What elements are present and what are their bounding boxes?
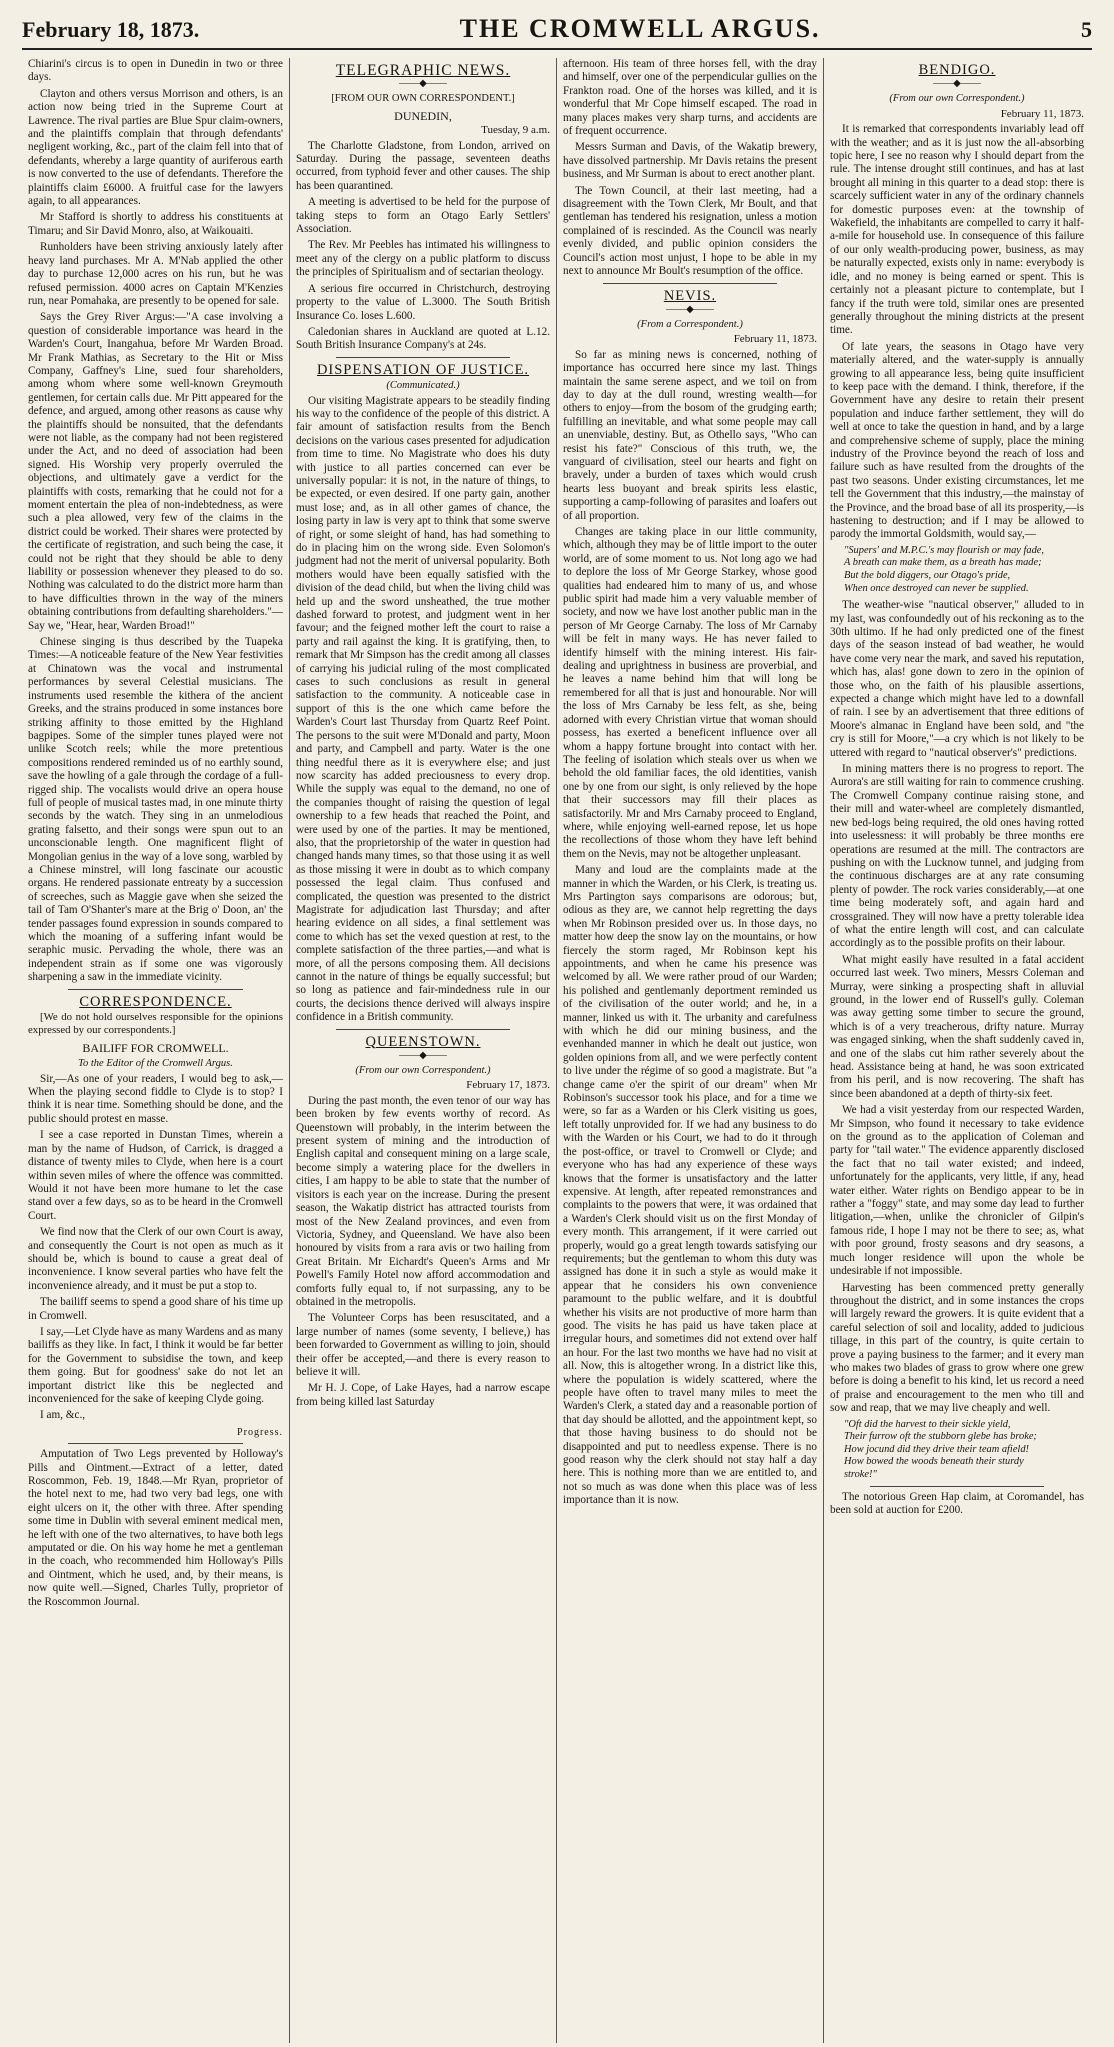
communicated-note: (Communicated.) bbox=[386, 380, 460, 392]
letter-para: I say,—Let Clyde have as many Wardens and as many bailiffs as they like. In fact, I think it would be far better for the Government to subsidise the town, and keep them going. But for goodness' sake do not let an important district like this be neglected and inconvenienced for the sake of keeping Clyde going. bbox=[28, 1325, 283, 1405]
nevis-para: So far as mining news is concerned, nothing of importance has occurred here since my last. Things maintain the same serene aspect, and we toil on from day to day at the dull round, wresting wealth—for others to enjoy—from the bosom of the grudging earth; fulfilling an inevitable, and what some people may call an unenviable, destiny. But, as Othello says, "Who can resist his fate?" Conscious of this truth, we, the vanguard of civilisation, steel our hearts and fight on bravely, under a burden of taxes which would crush hearts less buoyant and break spirits less elastic, supporting a camp-following of parasites and loafers out of all proportion. bbox=[563, 348, 817, 522]
bendigo-para: In mining matters there is no progress to report. The Aurora's are still waiting for rain to commence crushing. The Cromwell Company continue raising stone, and their mill and water-wheel are completely dismantled, new bed-logs being required, the old ones having rotted into uselessness: it will probably be three months ere operations are resumed at the mill. The contractors are pushing on with the Lucknow tunnel, and judging from the continuous discharges are at any rate consuming plenty of powder. The rock varies considerably,—at one time being moderately soft, and again hard and crossgrained. They will now have a pretty tolerable idea of what the entire length will cost, and can calculate accordingly as to the possible profits on their labour. bbox=[830, 763, 1084, 950]
verse-line: How jocund did they drive their team afield! bbox=[844, 1443, 1029, 1455]
dateline: Tuesday, 9 a.m. bbox=[481, 124, 550, 137]
verse-line: stroke!" bbox=[844, 1468, 877, 1480]
divider bbox=[336, 357, 510, 358]
nevis-para: Many and loud are the complaints made at the manner in which the Warden, or his Clerk, is treating us. Mrs Partington says comparisons are odorous; but, odious as they are, we cannot help regretting the days when Mr Robinson presided over us. In those days, no matter how deep the snow lay on the mountains, or how fiercely the storm raged, Mr Robinson kept his appointments, and when he came his presence was welcomed by all. We were rather proud of our Warden; his polished and gentlemanly deportment reminded us of the civilisation of the outer world; and he, in a manner, linked us with it. The urbanity and carefulness with which he did our mining business, and the evenhanded manner in which he dealt out justice, won golden opinions from all, and we were perfectly content to live under the régime of so good a magistrate. But "a change came o'er the spirit of our dream" when Mr Robinson's successor took his place, and for a time we were, so far as a Warden or his Clerk visiting us goes, left totally unprovided for. If we had any business to do with the Warden or his Court, we had to do it through the post-office, or travel to Cromwell or Clyde; and everyone who has had any experience of these ways knows that the former is unsatisfactory and the latter expensive. At length, after repeated remonstrances and complaints to the powers that were, it was ordained that a Warden's Clerk should visit us on the first Monday of every month. This arrangement, if it were carried out properly, would go a great length towards satisfying our requirements; but the gentleman to whom this duty was assigned has done it in such a style as would make it appear that he considers his own convenience paramount to the public welfare, and it is doubtful whether his visits are not productive of more harm than good. The visits he has paid us have taken place at irregular hours, and sometimes did not extend over half an hour. For the last two months we have had no visit at all. Now, this is altogether wrong. In a district like this, where the population is widely scattered, where the people have often to travel many miles to meet the Warden's Clerk, a stated day and a reasonable portion of that day should be allotted, and the appointment kept, so that those having business to do should not be disappointed and put to needless expense. There is no good reason why the clerk should not stay half a day here. This is nothing more than we are entitled to, and not so much as was done when this place was of less importance than it is now. bbox=[563, 864, 817, 1507]
columns bbox=[22, 58, 1092, 2043]
bendigo-date: February 11, 1873. bbox=[1000, 107, 1084, 120]
divider bbox=[603, 283, 777, 284]
item-stafford: Mr Stafford is shortly to address his constituents at Timaru; and Sir David Monro, also, at Waikouaiti. bbox=[28, 211, 283, 237]
heading-dispensation-of-justice: DISPENSATION OF JUSTICE. bbox=[316, 361, 530, 378]
heading-queenstown: QUEENSTOWN. bbox=[365, 1033, 481, 1050]
queenstown-date: February 17, 1873. bbox=[466, 1079, 550, 1092]
ornament-rule: ——◆—— bbox=[399, 78, 447, 90]
column-2 bbox=[289, 58, 556, 2043]
bendigo-para: We had a visit yesterday from our respected Warden, Mr Simpson, who found it necessary to take evidence on the ground as to the application of Coleman and party for "tail water." The evidence apparently disclosed the fact that no tail water existed; and indeed, unfortunately for the applicants, very little, if any, head water either. Water rights on Bendigo appear to be in rather a "foggy" state, and may some day lead to further litigation,—when, unlike the chronicler of Gilpin's famous ride, I hope I may not be there to see; as, what with poor ground, frosty seasons and dry seasons, a much longer residence will upon the whole be undesirable if not impossible. bbox=[830, 1104, 1084, 1278]
letter-to: To the Editor of the Cromwell Argus. bbox=[78, 1058, 233, 1070]
telegraph-item: The Rev. Mr Peebles has intimated his willingness to meet any of the clergy on a public platform to discuss the principles of Spiritualism and of sectarian theology. bbox=[296, 239, 550, 279]
divider bbox=[336, 1029, 510, 1030]
column-3 bbox=[556, 58, 823, 2043]
telegraph-item: A meeting is advertised to be held for the purpose of taking steps to form an Otago Early Settlers' Association. bbox=[296, 196, 550, 236]
divider bbox=[68, 1443, 243, 1444]
page-number: 5 bbox=[1080, 17, 1092, 42]
queenstown-from: (From our own Correspondent.) bbox=[355, 1065, 491, 1077]
heading-bendigo: BENDIGO. bbox=[918, 62, 996, 78]
letter-para: We find now that the Clerk of our own Court is away, and consequently the Court is not open as much as it should be, which is bound to cause a great deal of inconvenience. I know several parties who have felt the inconvenience already, and it must be put a stop to. bbox=[28, 1226, 283, 1292]
verse-line: But the bold diggers, our Otago's pride, bbox=[844, 570, 1011, 581]
item-chinese-singing: Chinese singing is thus described by the Tuapeka Times:—A noticeable feature of the New Year festivities at Chinatown was the vocal and instrumental performances by several Celestial musicians. The instruments used resemble the kithera of the ancient Greeks, and the strains produced in some instances bore striking affinity to those emitted by the Highland bagpipes. Some of the simpler tunes played were not unlike Scotch reels; while the more pretentious compositions rendered reminded us of no earthly sound, save the howling of a gale through the cordage of a full-rigged ship. The vocalists would drive an opera house full of people of musical tastes mad, in one minute thirty seconds by the watch. They sing in an unmelodious grating falsetto, and their songs were spun out to an unconscionable length. One magnificent flight of Mongolian genius in the way of a love song, warbled by a Chinese minstrel, will long fascinate our acoustic organs. He rendered passionate entreaty by a succession of screeches, such as Maggie gave when she seized the tail of Tam O'Shanter's mare at the Brig o' Doon, an' the tender passages found expression in sounds compared to which the moaning of a suffering infant would be seraphic music. Pervading the whole, there was an independent strain as if some one was vigorously sharpening a saw in the immediate vicinity. bbox=[28, 636, 283, 984]
telegraph-item: The Charlotte Gladstone, from London, arrived on Saturday. During the passage, seventeen deaths occurred, from typhoid fever and other causes. The ship has been quarantined. bbox=[296, 139, 550, 192]
place-dunedin: DUNEDIN, bbox=[394, 108, 452, 123]
disclaimer: [We do not hold ourselves responsible for the opinions expressed by our correspondents.] bbox=[28, 1011, 283, 1037]
ornament-rule: ——◆—— bbox=[666, 303, 714, 315]
queenstown-para: The Town Council, at their last meeting, had a disagreement with the Town Clerk, Mr Boult, and that gentleman has tendered his resignation, unless a motion complained of is rescinded. As the Council was nearly evenly divided, and public opinion considers the Council's action most unjust, I hope to be able in my next to announce Mr Boult's resumption of the office. bbox=[563, 184, 817, 278]
letter-para: Sir,—As one of your readers, I would beg to ask,—When the playing second fiddle to Clyde is to stop? I think it is near time. Something should be done, and the public should protest en masse. bbox=[28, 1072, 283, 1125]
heading-telegraphic-news: TELEGRAPHIC NEWS. bbox=[335, 62, 511, 79]
column-4 bbox=[823, 58, 1090, 2043]
green-hap-item: The notorious Green Hap claim, at Coromandel, has been sold at auction for £200. bbox=[830, 1490, 1084, 1516]
heading-nevis: NEVIS. bbox=[663, 287, 717, 304]
nevis-date: February 11, 1873. bbox=[733, 333, 817, 346]
bendigo-from: (From our own Correspondent.) bbox=[889, 93, 1025, 105]
ornament-rule: ——◆—— bbox=[933, 78, 981, 90]
parody-verse bbox=[830, 545, 1084, 595]
letter-title: BAILIFF FOR CROMWELL. bbox=[82, 1040, 229, 1055]
column-1 bbox=[22, 58, 289, 2043]
justice-article: Our visiting Magistrate appears to be steadily finding his way to the confidence of the people of this district. A fair amount of satisfaction results from the Bench decisions on the various cases presented for adjudication from time to time. No Magistrate who does his duty with justice to all parties concerned can ever be universally popular: it is not, in the nature of things, to be expected, or even desired. If one party gain, another must lose; and, as in all other games of chance, the losing party in law is very apt to think that some swerve of right, or some sleight of hand, has had something to do in placing him on the wrong side. Even Solomon's judgment had not the merit of universal popularity. Both mothers would have been equally satisfied with the division of the dead child, but when the living child was held up and the sword unsheathed, the true mother dashed forward to protest, and judgment went in her favour; and the feigned mother left the court to raise a party and rail against the king. It is gratifying, then, to remark that Mr Simpson has the credit among all classes of carrying his judicial ruling of the most complicated cases to such conclusions as result in general satisfaction to the community. A noticeable case in support of this is the one which came before the Warden's Court last Thursday from Quartz Reef Point. The persons to the suit were M'Donald and party, Moon and party, and Campbell and party. Water is the one thing needful there as it is everywhere else; and just now scarcity has added preciousness to every drop. While the supply was equal to the demand, no one of the companies thought of raising the question of legal ownership to a few heads that reached the Point, and were used by one of the parties. It may be mentioned, also, that the proprietorship of the water in question had changed hands many times, so that those using it as well as those missing it were in doubt as to which company possessed the legal claim. Thus confused and complicated, the question was presented to the district Magistrate for adjudication last Thursday; and after hearing evidence on all sides, a final settlement was come to which has set the vexed question at rest, to the complete satisfaction of the three parties,—and what is more, of all the persons composing them. All decisions cannot in the nature of things be equally successful; but so long as patience and fair-mindedness rule in our courts, the decisions thence derived will always inspire confidence in a British community. bbox=[296, 394, 550, 1024]
telegraph-item: Caledonian shares in Auckland are quoted at L.12. South British Insurance Company's at 24s. bbox=[296, 325, 550, 352]
bendigo-para: It is remarked that correspondents invariably lead off with the weather; and as it is just now the all-absorbing topic here, I see no reason why I should depart from the rule. The intense drought still continues, and has at last brought all mining in this quarter to a dead stop: there is scarcely sufficient water in any of the ordinary channels for domestic purposes even: at the township of Wakefield, the inhabitants are compelled to carry it half-a-mile for household use. In consequence of this failure of our only wealth-producing power, business, as may be naturally expected, exists only in name: everybody is idle, and no money is being earned or spent. This is certainly not a pleasant picture to contemplate, but I fancy if the truth were told, similar ones are presented generally throughout the mining districts at the present time. bbox=[830, 123, 1084, 337]
verse-line: "Oft did the harvest to their sickle yield, bbox=[844, 1418, 1011, 1430]
queenstown-para: Messrs Surman and Davis, of the Wakatip brewery, have dissolved partnership. Mr Davis retains the present business, and Mr Surman is about to erect another plant. bbox=[563, 141, 817, 181]
queenstown-para: During the past month, the even tenor of our way has been broken by few events worthy of record. As Queenstown will probably, in the interim between the present system of mining and the introduction of English capital and consequent mining on a large scale, become simply a watering place for the dwellers in cities, I am happy to be able to state that the number of visitors is each year on the increase. During the present season, the Wakatip district has attracted tourists from most of the New Zealand provinces, and even from Victoria, Sydney, and Queensland. We have also been honoured by visits from a rara avis or two hailing from Great Britain. Mr Eichardt's Queen's Arms and Mr Powell's Family Hotel now afford accommodation and comforts fully equal to, if not surpassing, any to be obtained in the metropolis. bbox=[296, 1094, 550, 1308]
letter-closing: I am, &c., bbox=[40, 1409, 86, 1422]
bendigo-para: Of late years, the seasons in Otago have very materially altered, and the water-supply is annually growing to all appearance less, being quite insufficient to keep pace with the demand. I think, therefore, if the Government have any desire to retain their present population and induce farther settlement, they will do well at once to take the question in hand, and by a large and comprehensive scheme of supply, place the mining industry of the Province beyond the reach of loss and failure such as have resulted from the droughts of the past two seasons. Under existing circumstances, let me tell the Government that this industry,—the mainstay of the Province, and the broad base of all its prosperity,—is hastening to destruction; and if I may be allowed to parody the immortal Goldsmith, would say,— bbox=[830, 340, 1084, 541]
heading-correspondence: CORRESPONDENCE. bbox=[79, 993, 232, 1010]
masthead-title: THE CROMWELL ARGUS. bbox=[459, 14, 821, 43]
queenstown-para: The Volunteer Corps has been resuscitated, and a large number of names (some seventy, I believe,) has been forwarded to Government as willing to join, should their offer be accepted,—and there is every reason to believe it will. bbox=[296, 1312, 550, 1378]
masthead-date: February 18, 1873. bbox=[22, 17, 200, 42]
telegraph-item: A serious fire occurred in Christchurch, destroying property to the value of L.3000. The South British Insurance Co. loses L.600. bbox=[296, 282, 550, 322]
ornament-rule: ——◆—— bbox=[399, 1050, 447, 1062]
nevis-para: Changes are taking place in our little community, which, although they may be of little import to the outer world, are of some moment to us. Not long ago we had to deplore the loss of Mr George Starkey, whose good qualities had endeared him to many of us, and whose public spirit had made him a very valuable member of society, and now we have lost another public man in the person of Mr George Carnaby. The loss of Mr Carnaby will be felt in many ways. He has never failed to identify himself with the mining interest. His fair-dealing and uprightness in business are proverbial, and he leaves a name behind him that will long be remembered for all that is just and honourable. Nor will the loss of Mrs Carnaby be less felt, as she, being adorned with every Christian virtue that woman should possess, has exerted a beneficent influence over all whom a happy fortune brought into contact with her. The feeling of isolation which steals over us when we behold the old familiar faces, the old identities, vanish one by one from our sight, is only relieved by the hope that their successors may fill their places as satisfactorily. Mr and Mrs Carnaby proceed to England, where, while enjoying well-earned repose, let us hope the recollections of those whom they have left behind them on the Nevis, may not be altogether unpleasant. bbox=[563, 526, 817, 860]
item-runholders: Runholders have been striving anxiously lately after heavy land purchases. Mr A. M'Nab applied the other day to purchase 12,000 acres on his run, but he was refused permission. 4000 acres on Captain M'Kenzies run, near Pomahaka, are presently to be opened for sale. bbox=[28, 241, 283, 307]
queenstown-para: Mr H. J. Cope, of Lake Hayes, had a narrow escape from being killed last Saturday bbox=[296, 1382, 550, 1408]
holloway-advert: Amputation of Two Legs prevented by Holloway's Pills and Ointment.—Extract of a letter, dated Roscommon, Feb. 19, 1848.—Mr Ryan, proprietor of the hotel next to me, had two very bad legs, one with eight ulcers on it, the other with three. After spending some time in Dublin with several eminent medical men, he left with one of the two alternatives, to have both legs amputated or die. On his way home he met a gentleman in the coach, who recommended him Holloway's Pills and Ointment, which he used, and, by their means, is now quite well.—Signed, Charles Tully, proprietor of the Roscommon Journal. bbox=[28, 1448, 283, 1608]
verse-line: Their furrow oft the stubborn glebe has broke; bbox=[844, 1431, 1037, 1443]
letter-para: I see a case reported in Dunstan Times, wherein a man by the name of Hudson, of Carrick, is dragged a distance of twenty miles to Clyde, when here is a court within seven miles of where the offence was committed. Would it not have been more humane to let the case stand over a few days, so as to be heard in the Cromwell Court. bbox=[28, 1129, 283, 1222]
verse-line: A breath can make them, as a breath has made; bbox=[844, 557, 1042, 569]
divider bbox=[870, 1486, 1044, 1487]
verse-line: "Supers' and M.P.C.'s may flourish or may fade, bbox=[844, 544, 1044, 556]
letter-para: The bailiff seems to spend a good share of his time up in Cromwell. bbox=[28, 1296, 283, 1322]
nevis-from: (From a Correspondent.) bbox=[637, 318, 743, 330]
masthead bbox=[22, 14, 1092, 50]
verse-line: When once destroyed can never be supplied. bbox=[844, 582, 1029, 594]
item-clayton-case: Clayton and others versus Morrison and others, is an action now being tried in the Supreme Court at Lawrence. The rival parties are Blue Spur claim-owners, and the plaintiffs complain that through defendants' negligent working, &c., part of the claim fell into that of defendants, whereby a large quantity of auriferous earth is now converted to the use of defendants. Therefore the plaintiffs claim £6000. A fruitful case for the lawyers again, to all appearances. bbox=[28, 87, 283, 208]
bendigo-para: What might easily have resulted in a fatal accident occurred last week. Two miners, Messrs Coleman and Murray, were sinking a prospecting shaft in alluvial ground, in the lower end of Russell's gully. Coleman was away getting some timber to secure the ground, which is of a very treacherous, drifty nature. Murray was engaged sinking, when the shaft suddenly caved in, and one of the slabs cut him rather severely about the head. Assistance being at hand, he was soon extricated from his peril, and is now recovering. The shaft has since been abandoned at a depth of thirty-six feet. bbox=[830, 953, 1084, 1100]
item-circus: Chiarini's circus is to open in Dunedin in two or three days. bbox=[28, 58, 283, 84]
verse-line: How bowed the woods beneath their sturdy bbox=[844, 1456, 1024, 1468]
letter-signature: Progress. bbox=[237, 1426, 283, 1438]
divider bbox=[68, 989, 243, 990]
from-correspondent: [FROM OUR OWN CORRESPONDENT.] bbox=[331, 93, 515, 105]
item-grey-river: Says the Grey River Argus:—"A case involving a question of considerable importance was heard in the Warden's Court, Inangahua, before Mr Warden Broad. Mr Frank Mathias, as Secretary to the Hit or Miss Company, Gaffney's Line, sued four shareholders, among whom where some well-known Greymouth gentlemen, for certain calls due. Mr Pitt appeared for the defence, and argued, among other reasons as cause why the plaintiffs should be nonsuited, that the defendants were not liable, as the company had not been registered under the Act, and no deed of association had been signed. His Worship very properly overruled the objections, and ultimately gave a verdict for the plaintiffs with costs, remarking that he could not for a moment entertain the plea of non-indebtedness, as were such a plea allowed, very few of the claims in the district could be worked. Their shares were protected by the certificate of registration, and such being the case, it could not be right that they should be able to deny liability or possession whenever they pleased to do so. Nothing was calculated to do the district more harm than to have difficulties thrown in the way of the miners obtaining contributions from defaulting shareholders."—Say we, "Hear, hear, Warden Broad!" bbox=[28, 311, 283, 632]
bendigo-para: The weather-wise "nautical observer," alluded to in my last, was confoundedly out of his reckoning as to the 30th ultimo. If he had only predicted one of the finest days of the season instead of bad weather, he would have come very near the mark, and saved his reputation, which has, alas! gone down to zero in the opinion of those who, on the faith of his plausible assertions, expected a change which might have led to a downfall of rain. I see by an advertisement that three editions of Moore's almanac in England have been sold, and "the cry is still for Moore,"—a cry which is not likely to be uttered with regard to "nautical observer's" predictions. bbox=[830, 599, 1084, 759]
queenstown-continued: afternoon. His team of three horses fell, with the dray and himself, over one of the perpendicular gullies on the Frankton road. One of the horses was killed, and it is wonderful that Mr Cope himself escaped. The road in many places makes very sharp turns, and accidents are of frequent occurrence. bbox=[563, 58, 817, 138]
bendigo-para: Harvesting has been commenced pretty generally throughout the district, and in some instances the crops will largely reward the growers. It is quite evident that a careful selection of soil and locality, added to judicious tillage, in this part of the country, is quite certain to prove a paying business to the farmer; and it every man who makes two blades of grass to grow where one grew before is doing a benefit to his kind, let us record a need of praise and encouragement to the men who till and sow and reap, that we may live cheaply and well. bbox=[830, 1281, 1084, 1415]
harvest-verse bbox=[830, 1419, 1084, 1482]
